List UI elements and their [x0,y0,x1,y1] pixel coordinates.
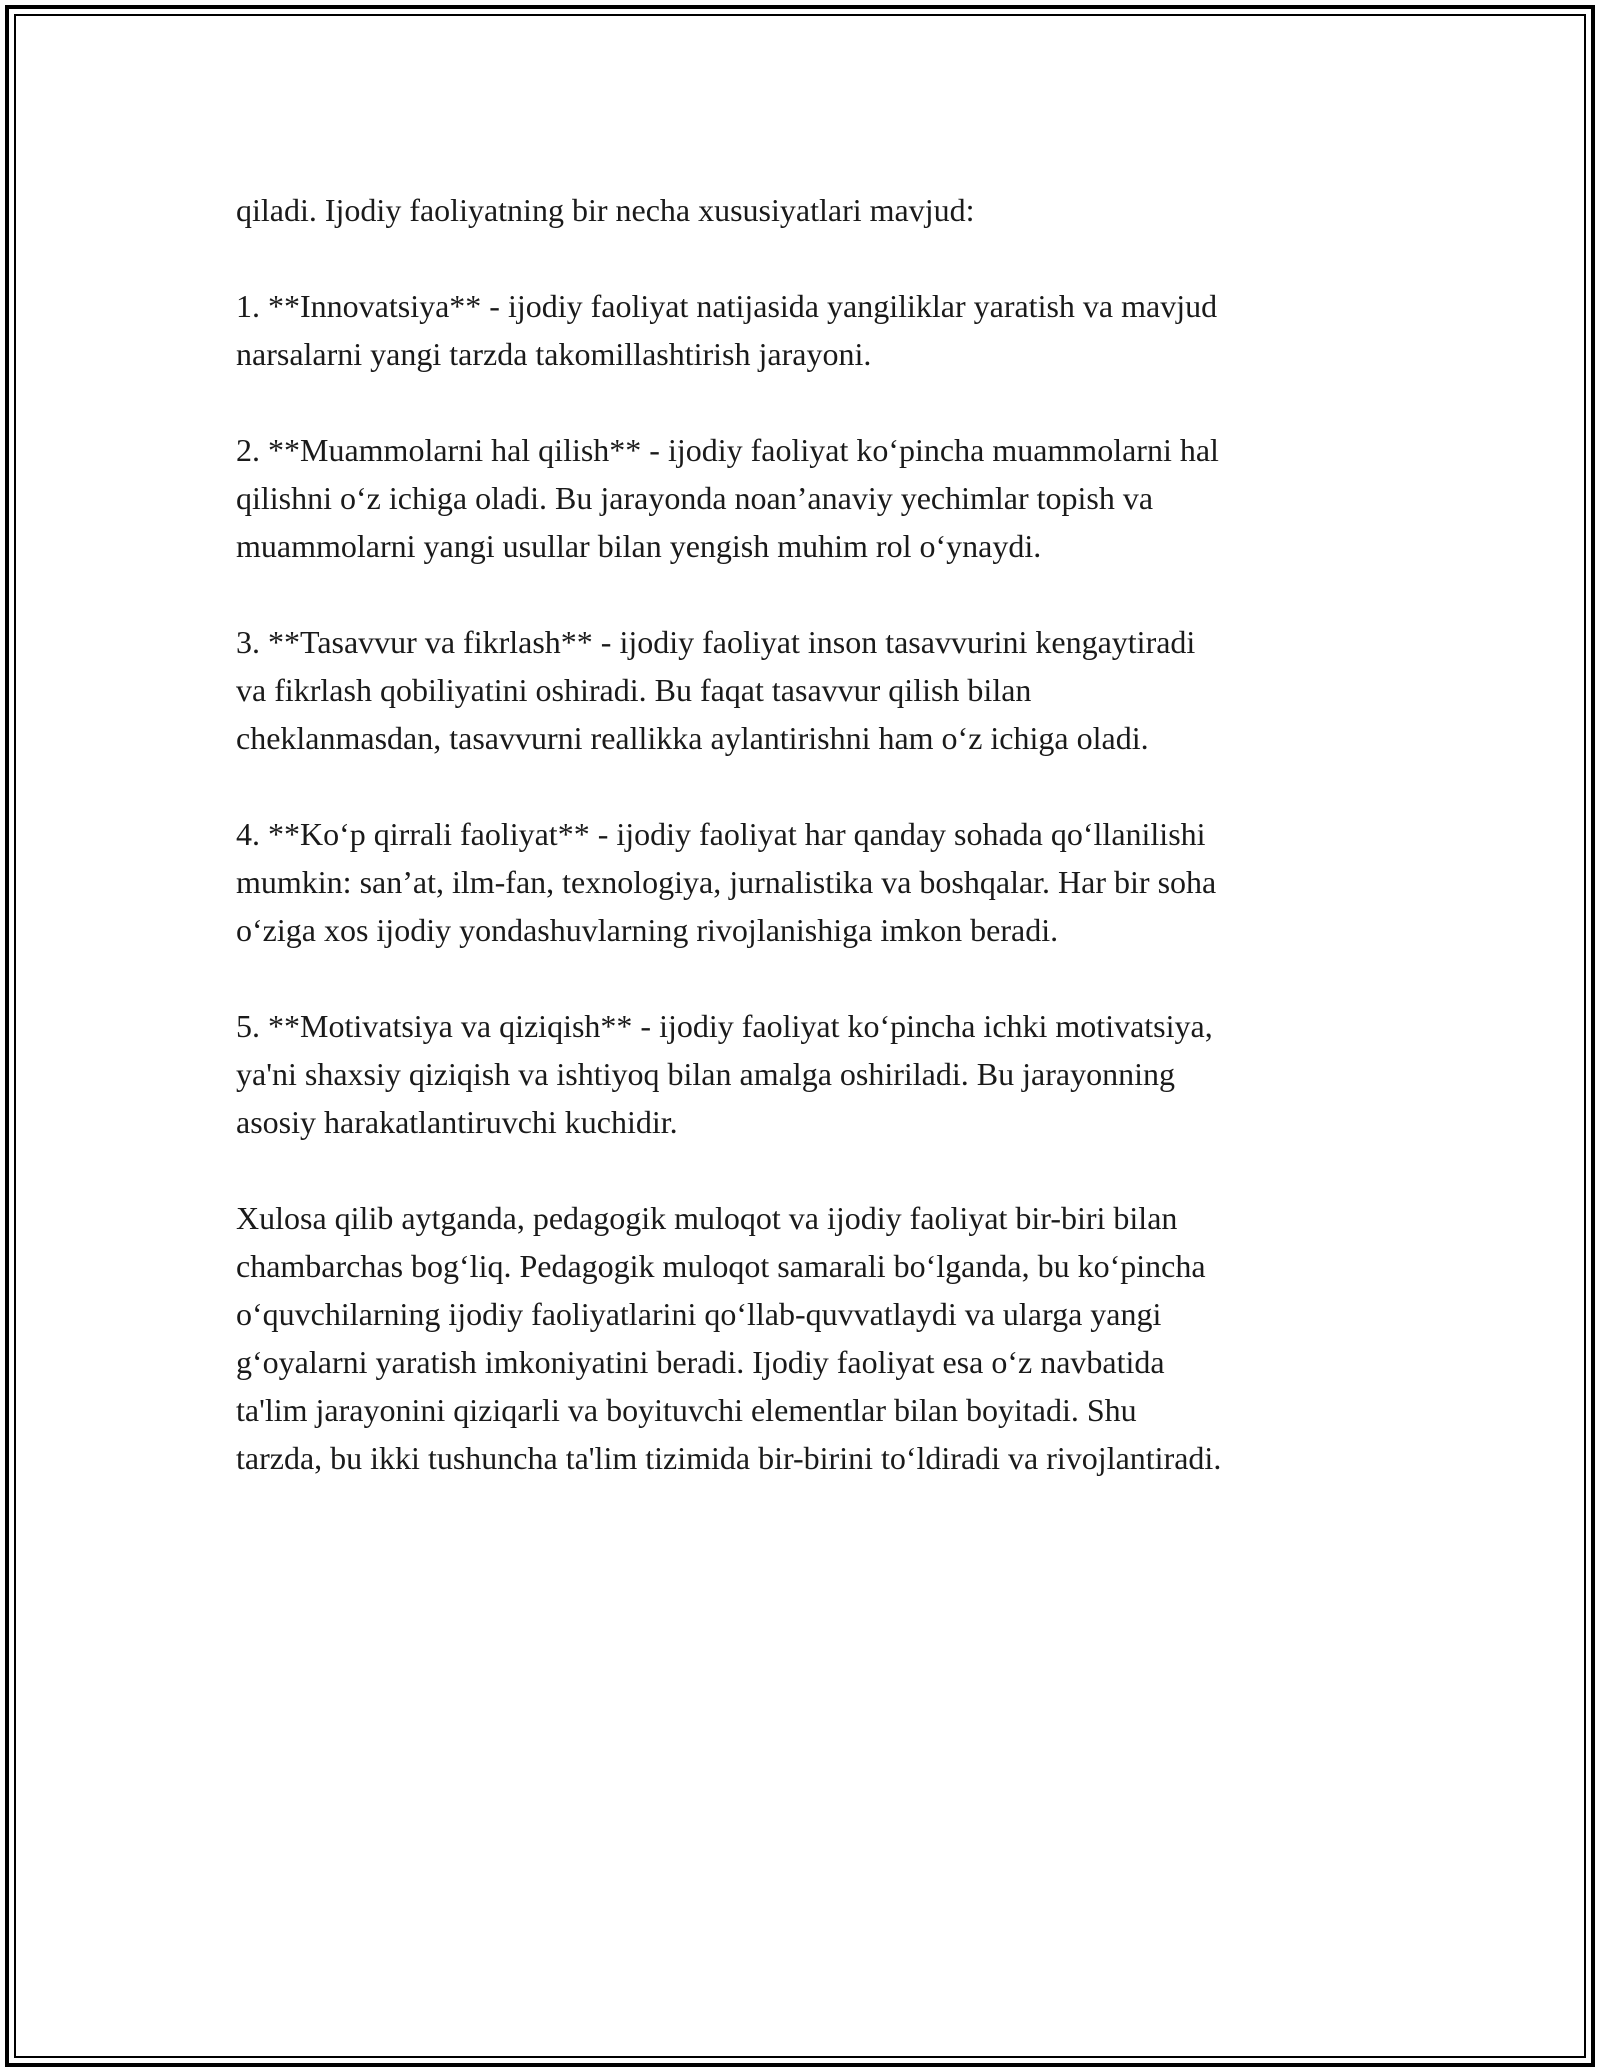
text-line: ya'ni shaxsiy qiziqish va ishtiyoq bilan amalga oshiriladi. Bu jarayonning [236,1056,1175,1092]
text-line: 3. **Tasavvur va fikrlash** - ijodiy faoliyat inson tasavvurini kengaytiradi [236,624,1196,660]
paragraph-conclusion [236,1194,1386,1482]
text-line: ta'lim jarayonini qiziqarli va boyituvchi elementlar bilan boyitadi. Shu [236,1392,1137,1428]
document-body [236,186,1386,1530]
text-line: 5. **Motivatsiya va qiziqish** - ijodiy faoliyat ko‘pincha ichki motivatsiya, [236,1008,1213,1044]
text-line: qiladi. Ijodiy faoliyatning bir necha xususiyatlari mavjud: [236,192,975,228]
text-line: tarzda, bu ikki tushuncha ta'lim tizimida bir-birini to‘ldiradi va rivojlantiradi. [236,1440,1222,1476]
list-item-tasavvur-va-fikrlash [236,618,1386,762]
text-line: qilishni o‘z ichiga oladi. Bu jarayonda noan’anaviy yechimlar topish va [236,480,1154,516]
text-line: o‘ziga xos ijodiy yondashuvlarning rivojlanishiga imkon beradi. [236,912,1059,948]
text-line: muammolarni yangi usullar bilan yengish muhim rol o‘ynaydi. [236,528,1042,564]
list-item-innovatsiya [236,282,1386,378]
text-line: 1. **Innovatsiya** - ijodiy faoliyat natijasida yangiliklar yaratish va mavjud [236,288,1218,324]
list-item-muammolarni-hal-qilish [236,426,1386,570]
text-line: chambarchas bog‘liq. Pedagogik muloqot samarali bo‘lganda, bu ko‘pincha [236,1248,1206,1284]
text-line: narsalarni yangi tarzda takomillashtirish jarayoni. [236,336,872,372]
text-line: Xulosa qilib aytganda, pedagogik muloqot va ijodiy faoliyat bir-biri bilan [236,1200,1178,1236]
paragraph-intro [236,186,1386,234]
text-line: 4. **Ko‘p qirrali faoliyat** - ijodiy faoliyat har qanday sohada qo‘llanilishi [236,816,1206,852]
text-line: cheklanmasdan, tasavvurni reallikka aylantirishni ham o‘z ichiga oladi. [236,720,1149,756]
text-line: asosiy harakatlantiruvchi kuchidir. [236,1104,678,1140]
list-item-motivatsiya-va-qiziqish [236,1002,1386,1146]
text-line: o‘quvchilarning ijodiy faoliyatlarini qo‘llab-quvvatlaydi va ularga yangi [236,1296,1162,1332]
text-line: va fikrlash qobiliyatini oshiradi. Bu faqat tasavvur qilish bilan [236,672,1032,708]
text-line: mumkin: san’at, ilm-fan, texnologiya, jurnalistika va boshqalar. Har bir soha [236,864,1217,900]
text-line: g‘oyalarni yaratish imkoniyatini beradi. Ijodiy faoliyat esa o‘z navbatida [236,1344,1165,1380]
list-item-kop-qirrali-faoliyat [236,810,1386,954]
text-line: 2. **Muammolarni hal qilish** - ijodiy faoliyat ko‘pincha muammolarni hal [236,432,1219,468]
